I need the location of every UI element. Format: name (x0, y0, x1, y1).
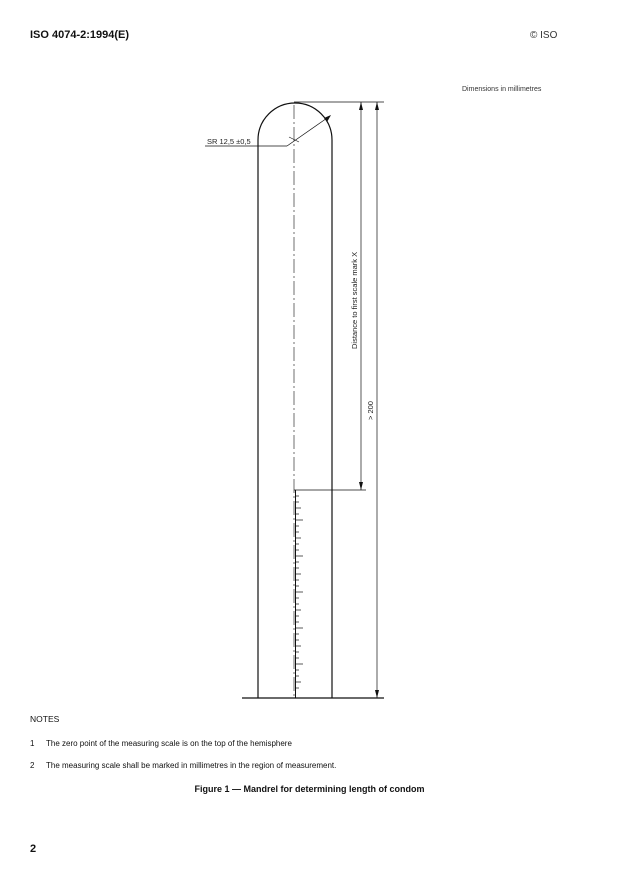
note-text: The zero point of the measuring scale is on the top of the hemisphere (46, 739, 292, 748)
note-number: 2 (30, 761, 35, 770)
copyright-mark: © ISO (530, 30, 558, 41)
scale-ticks (295, 496, 303, 688)
units-note: Dimensions in millimetres (462, 86, 542, 93)
notes-title: NOTES (30, 714, 60, 724)
radius-label: SR 12,5 ±0,5 (207, 137, 251, 146)
note-item (30, 761, 336, 770)
note-number: 1 (30, 739, 35, 748)
note-text: The measuring scale shall be marked in millimetres in the region of measurement. (46, 761, 337, 770)
page-number: 2 (30, 843, 37, 855)
radius-leader (287, 116, 330, 146)
note-item (30, 739, 292, 748)
length-label: > 200 (366, 401, 375, 420)
distance-label: Distance to first scale mark X (350, 251, 359, 349)
standard-number: ISO 4074-2:1994(E) (30, 29, 130, 41)
figure-caption: Figure 1 — Mandrel for determining length of condom (194, 784, 425, 794)
